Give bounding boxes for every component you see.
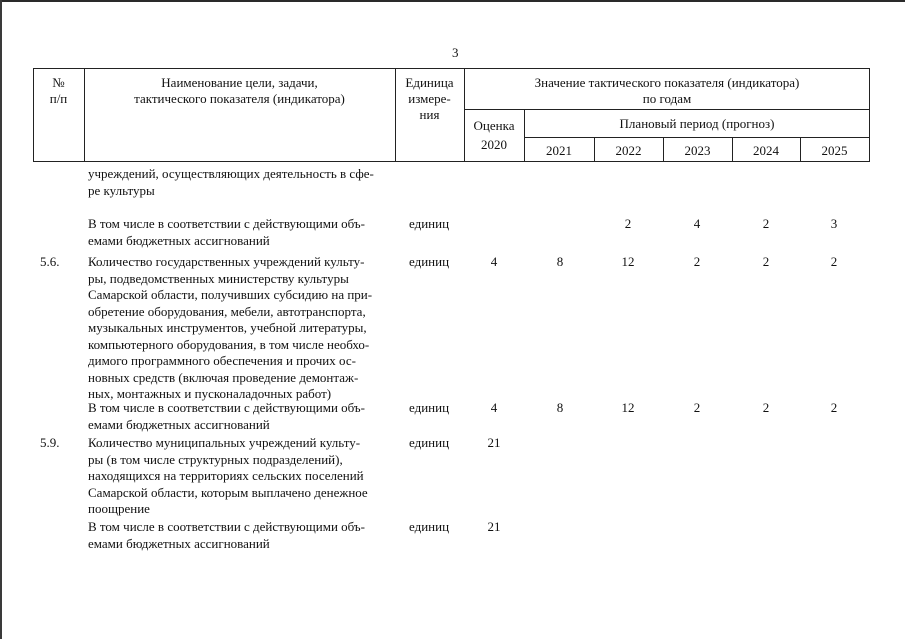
header-plan-period: Плановый период (прогноз) <box>619 116 775 131</box>
row-name: Количество муниципальных учреждений культу- ры (в том числе структурных подразделений), находящихся на территориях сельских поселений Самарской области, которым выплачено денежное поощрение <box>88 435 368 516</box>
row-value: 2 <box>830 254 838 269</box>
header-values-title: Значение тактического показателя (индикатора) по годам <box>534 75 800 106</box>
row-unit: единиц <box>409 254 450 269</box>
header-divider-years <box>524 137 870 138</box>
row-value: 2 <box>830 400 838 415</box>
row-value: 3 <box>830 216 838 231</box>
row-value: 2 <box>762 216 770 231</box>
row-value: 2 <box>762 254 770 269</box>
header-year: 2023 <box>684 143 711 158</box>
row-value: 2 <box>693 400 701 415</box>
row-number: 5.9. <box>40 435 60 450</box>
header-name: Наименование цели, задачи, тактического показателя (индикатора) <box>134 75 345 106</box>
row-name: В том числе в соответствии с действующими объ- емами бюджетных ассигнований <box>88 400 365 432</box>
row-value: 4 <box>490 254 498 269</box>
row-value: 4 <box>490 400 498 415</box>
row-unit: единиц <box>409 400 450 415</box>
row-number: 5.6. <box>40 254 60 269</box>
row-name: В том числе в соответствии с действующими объ- емами бюджетных ассигнований <box>88 216 365 248</box>
row-value: 4 <box>693 216 701 231</box>
scan-edge-top <box>0 0 905 2</box>
row-value: 8 <box>556 400 564 415</box>
table-header <box>33 68 870 162</box>
header-border-bottom <box>33 161 870 162</box>
header-number: № п/п <box>49 75 68 106</box>
row-name: Количество государственных учреждений культу- ры, подведомственных министерству культуры Самарской области, получивших субсидию на при- обретение оборудования, мебели, автотранспорта, музыкальных инструментов, учебной литературы, компьютерного оборудования, в том числе необхо- димого программного обеспечения и прочих ос- новных средств (включая проведение демонтаж- ных, монтажных и пусконаладочных работ) <box>88 254 373 401</box>
header-unit: Единица измере- ния <box>405 75 454 122</box>
header-border-top <box>33 68 870 69</box>
row-value: 21 <box>487 435 501 450</box>
row-value: 2 <box>762 400 770 415</box>
row-value: 8 <box>556 254 564 269</box>
row-value: 21 <box>487 519 501 534</box>
header-year: 2022 <box>615 143 642 158</box>
scan-edge-left <box>0 0 2 639</box>
row-value: 12 <box>621 254 635 269</box>
row-name: учреждений, осуществляющих деятельность в сфе- ре культуры <box>88 166 374 198</box>
row-value: 12 <box>621 400 635 415</box>
page-number: 3 <box>452 45 459 60</box>
row-name: В том числе в соответствии с действующими объ- емами бюджетных ассигнований <box>88 519 365 551</box>
header-year: 2024 <box>753 143 779 158</box>
header-estimate-2020: Оценка 2020 <box>473 118 515 152</box>
header-year: 2021 <box>546 143 572 158</box>
row-unit: единиц <box>409 216 450 231</box>
row-unit: единиц <box>409 435 450 450</box>
header-year: 2025 <box>821 143 848 158</box>
row-value: 2 <box>693 254 701 269</box>
row-value: 2 <box>624 216 632 231</box>
row-unit: единиц <box>409 519 450 534</box>
